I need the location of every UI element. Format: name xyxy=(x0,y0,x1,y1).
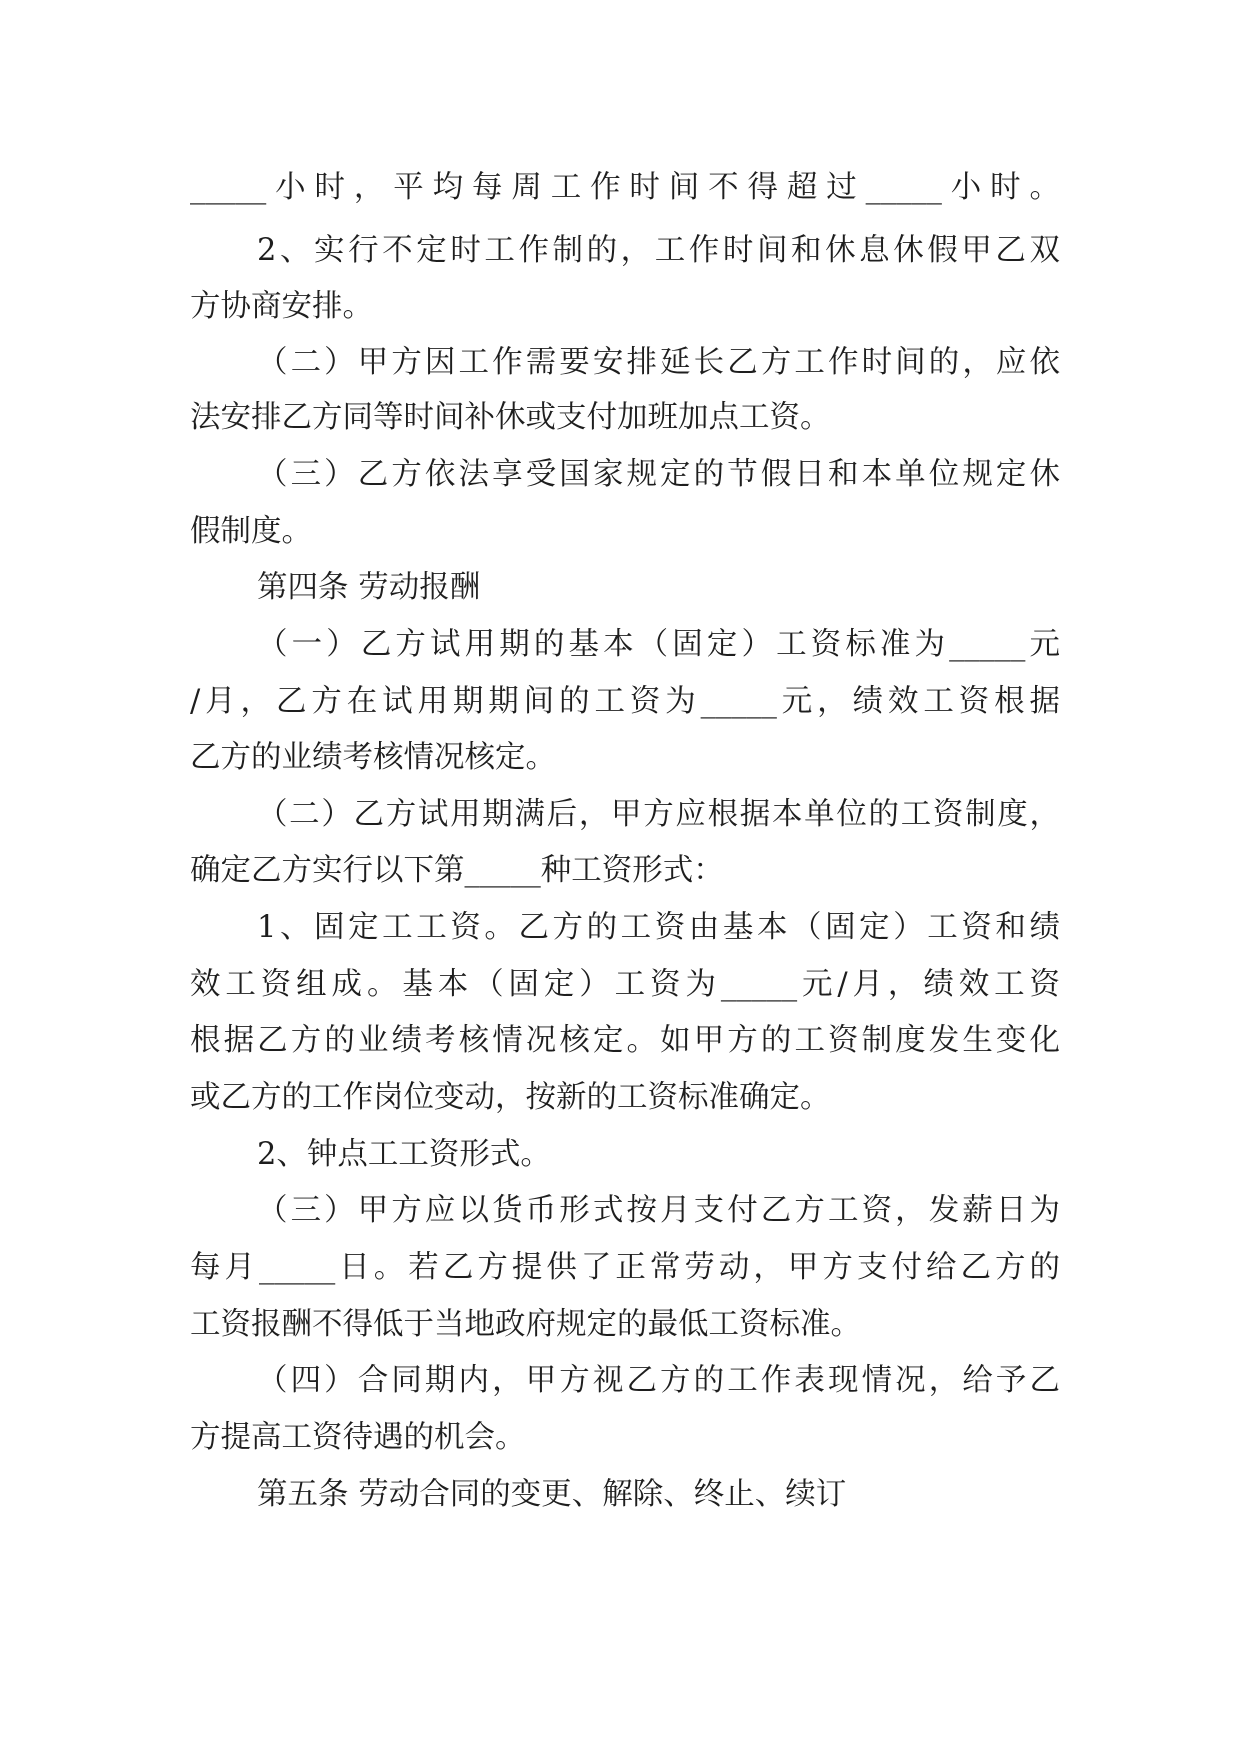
text-line: _____小时，平均每周工作时间不得超过_____小时。 xyxy=(190,170,1060,205)
text-line: 或乙方的工作岗位变动，按新的工资标准确定。 xyxy=(190,1080,831,1115)
text-line: 效工资组成。基本（固定）工资为_____元/月，绩效工资 xyxy=(190,967,1060,1002)
text-line: 2、实行不定时工作制的，工作时间和休息休假甲乙双 xyxy=(257,233,1060,268)
text-line: 1、固定工工资。乙方的工资由基本（固定）工资和绩 xyxy=(257,910,1060,945)
text-line: 工资报酬不得低于当地政府规定的最低工资标准。 xyxy=(190,1307,861,1342)
text-line: 根据乙方的业绩考核情况核定。如甲方的工资制度发生变化 xyxy=(190,1023,1060,1058)
section-heading: 第四条 劳动报酬 xyxy=(257,570,481,605)
section-heading: 第五条 劳动合同的变更、解除、终止、续订 xyxy=(257,1477,847,1512)
text-line: 确定乙方实行以下第_____种工资形式： xyxy=(190,853,724,888)
text-line: （四）合同期内，甲方视乙方的工作表现情况，给予乙 xyxy=(257,1363,1060,1398)
text-line: （二）甲方因工作需要安排延长乙方工作时间的，应依 xyxy=(257,345,1060,380)
text-line: 每月_____日。若乙方提供了正常劳动，甲方支付给乙方的 xyxy=(190,1250,1060,1285)
text-line: 2、钟点工工资形式。 xyxy=(257,1137,551,1172)
text-line: （二）乙方试用期满后，甲方应根据本单位的工资制度， xyxy=(257,797,1060,832)
text-line: （一）乙方试用期的基本（固定）工资标准为_____元 xyxy=(257,627,1060,662)
text-line: 假制度。 xyxy=(190,514,312,549)
text-line: 法安排乙方同等时间补休或支付加班加点工资。 xyxy=(190,400,831,435)
text-line: 乙方的业绩考核情况核定。 xyxy=(190,740,556,775)
text-line: 方提高工资待遇的机会。 xyxy=(190,1420,526,1455)
text-line: 方协商安排。 xyxy=(190,289,373,324)
text-line: /月，乙方在试用期期间的工资为_____元，绩效工资根据 xyxy=(190,684,1060,719)
text-line: （三）甲方应以货币形式按月支付乙方工资，发薪日为 xyxy=(257,1193,1060,1228)
text-line: （三）乙方依法享受国家规定的节假日和本单位规定休 xyxy=(257,457,1060,492)
